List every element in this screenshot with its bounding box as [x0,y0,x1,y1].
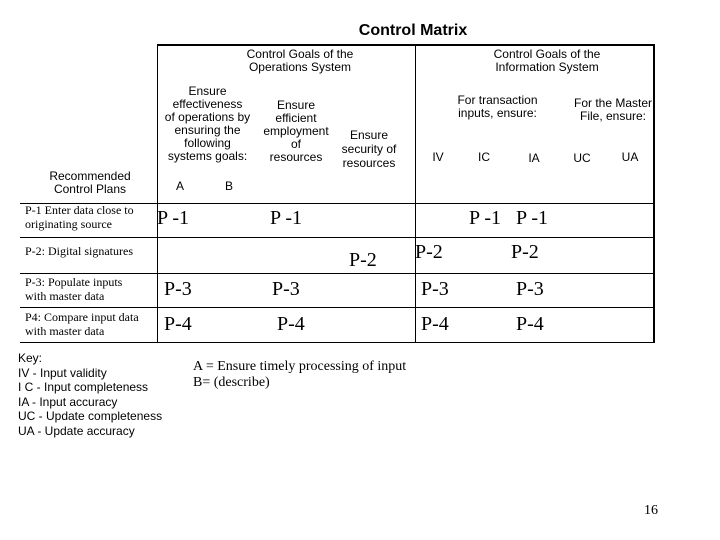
effectiveness-header: Ensure effectiveness of operations by ensuring the following systems goals: [164,84,251,163]
cell-p1-a: P -1 [157,207,190,229]
cell-p1-ic: P -1 [469,207,502,229]
col-header-b: B [224,179,233,193]
col-header-a: A [175,179,184,193]
col-header-uc: UC [573,151,591,165]
page-title: Control Matrix [358,22,468,39]
note-b: B= (describe) [193,375,270,390]
col-header-ua: UA [621,150,639,164]
cell-p4-iv: P-4 [421,313,449,335]
key-heading: Key: [18,351,43,365]
cell-p1-ia: P -1 [516,207,549,229]
cell-p2-security: P-2 [349,249,377,271]
cell-p1-efficient: P -1 [270,207,303,229]
key-item: IV - Input validity [18,365,107,380]
table-right-border [653,44,655,343]
transaction-inputs-header: For transaction inputs, ensure: [457,93,538,120]
cell-p2-iv: P-2 [415,241,443,263]
cell-p4-ia: P-4 [516,313,544,335]
efficient-employment-header: Ensure efficient employment of resources [263,98,329,164]
cell-p3-efficient: P-3 [272,278,300,300]
recommended-plans-header: Recommended Control Plans [49,169,131,196]
row-label-p3: P-3: Populate inputs with master data [25,275,123,303]
row-divider-5 [20,342,655,343]
cell-p2-ia: P-2 [511,241,539,263]
security-header: Ensure security of resources [341,128,397,170]
key-item: I C - Input completeness [18,380,149,394]
page-number: 16 [644,503,658,518]
key-item: IA - Input accuracy [18,394,118,409]
col-header-iv: IV [432,150,444,164]
group-divider [415,44,416,343]
row-label-p4: P4: Compare input data with master data [25,310,139,338]
cell-p3-iv: P-3 [421,278,449,300]
key-legend [18,351,162,438]
col-header-ic: IC [478,150,490,164]
master-file-header: For the Master File, ensure: [573,96,653,123]
information-goals-header: Control Goals of the Information System [493,47,601,74]
note-a: A = Ensure timely processing of input [193,359,407,374]
operations-goals-header: Control Goals of the Operations System [246,47,354,74]
notes [193,359,406,391]
cell-p3-ia: P-3 [516,278,544,300]
row-divider-4 [20,307,655,308]
cell-p4-efficient: P-4 [277,313,305,335]
cell-p3-a: P-3 [164,278,192,300]
key-item: UA - Update accuracy [18,423,135,438]
table-top-border [157,44,654,46]
row-label-p2: P-2: Digital signatures [25,244,133,258]
row-label-p1: P-1 Enter data close to originating source [25,203,134,231]
key-item: UC - Update completeness [18,409,163,423]
col-header-ia: IA [528,151,540,165]
row-divider-3 [20,273,655,274]
cell-p4-a: P-4 [164,313,192,335]
row-divider-2 [20,237,655,238]
